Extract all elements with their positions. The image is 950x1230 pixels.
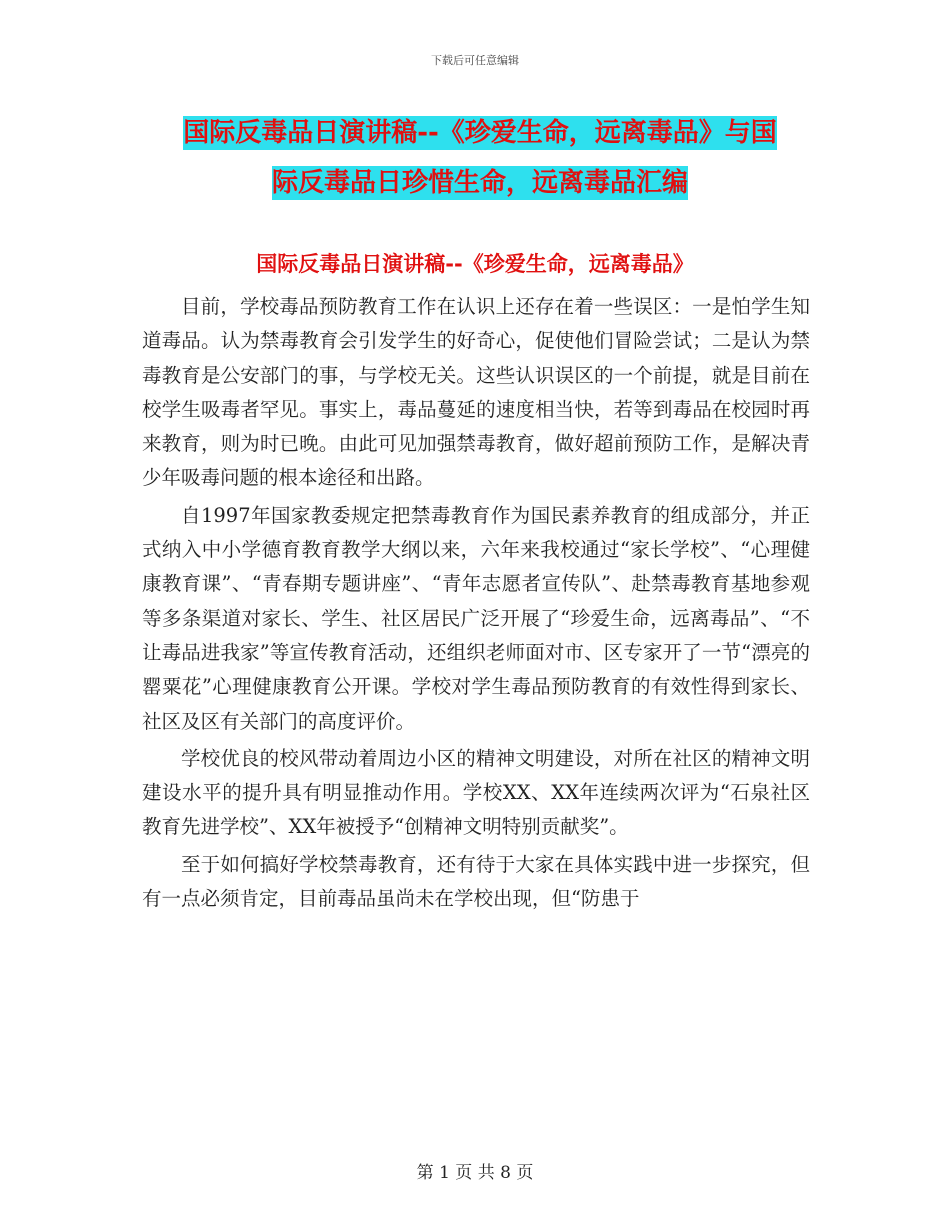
paragraph: 学校优良的校风带动着周边小区的精神文明建设，对所在社区的精神文明建设水平的提升具有明显推动作用。学校XX、XX年连续两次评为“石泉社区教育先进学校”、XX年被授予“创精神文明特别贡献奖”。 xyxy=(142,746,810,839)
document-title-line-2: 际反毒品日珍惜生命，远离毒品汇编 xyxy=(271,168,688,198)
document-title xyxy=(140,108,820,208)
document-body xyxy=(142,290,810,919)
paragraph: 至于如何搞好学校禁毒教育，还有待于大家在具体实践中进一步探究，但有一点必须肯定，目前毒品虽尚未在学校出现，但“防患于 xyxy=(142,852,810,911)
page-footer: 第 1 页 共 8 页 xyxy=(416,1163,534,1183)
document-title-line-1: 国际反毒品日演讲稿--《珍爱生命，远离毒品》与国 xyxy=(183,118,777,148)
paragraph: 目前，学校毒品预防教育工作在认识上还存在着一些误区：一是怕学生知道毒品。认为禁毒教育会引发学生的好奇心，促使他们冒险尝试；二是认为禁毒教育是公安部门的事，与学校无关。这些认识误区的一个前提，就是目前在校学生吸毒者罕见。事实上，毒品蔓延的速度相当快，若等到毒品在校园时再来教育，则为时已晚。由此可见加强禁毒教育，做好超前预防工作，是解决青少年吸毒问题的根本途径和出路。 xyxy=(142,295,810,490)
header-note: 下载后可任意编辑 xyxy=(431,54,519,67)
paragraph: 自1997年国家教委规定把禁毒教育作为国民素养教育的组成部分，并正式纳入中小学德育教育教学大纲以来，六年来我校通过“家长学校”、“心理健康教育课”、“青春期专题讲座”、“青年志愿者宣传队”、赴禁毒教育基地参观等多条渠道对家长、学生、社区居民广泛开展了“珍爱生命，远离毒品”、“不让毒品进我家”等宣传教育活动，还组织老师面对市、区专家开了一节“漂亮的罂粟花”心理健康教育公开课。学校对学生毒品预防教育的有效性得到家长、社区及区有关部门的高度评价。 xyxy=(142,503,810,733)
section-heading: 国际反毒品日演讲稿--《珍爱生命，远离毒品》 xyxy=(256,252,694,276)
